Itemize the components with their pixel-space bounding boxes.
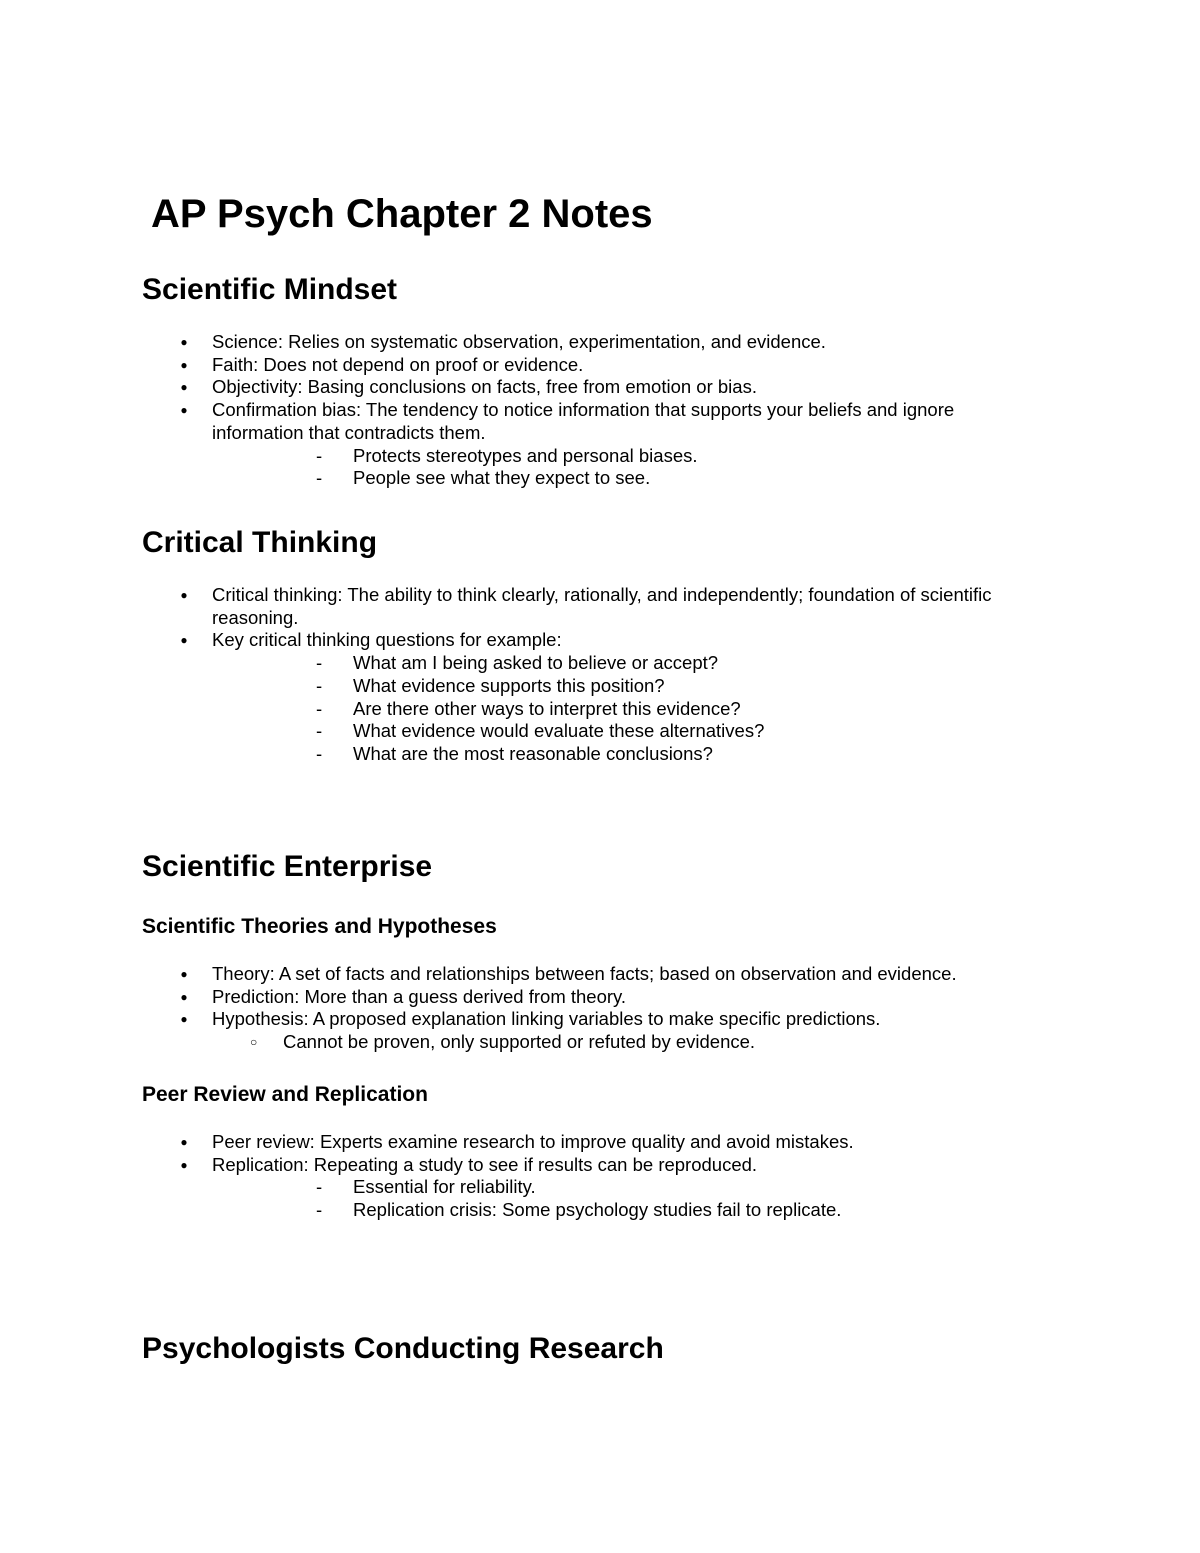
list-item-text: Hypothesis: A proposed explanation linking variables to make specific predictions. — [212, 1008, 881, 1030]
dash-icon: - — [316, 1199, 323, 1221]
heading-psychologists-research: Psychologists Conducting Research — [142, 1332, 664, 1365]
sub-list-item — [0, 652, 1053, 675]
list-item-text: Theory: A set of facts and relationships between facts; based on observation and evidence. — [212, 963, 957, 984]
list-theories-hypotheses — [0, 963, 1200, 1054]
bullet-icon: ● — [180, 1157, 188, 1172]
sub-list-item — [0, 445, 1053, 468]
list-item — [0, 376, 1052, 399]
subheading-theories-hypotheses: Scientific Theories and Hypotheses — [142, 915, 497, 938]
list-item-text: Science: Relies on systematic observation, experimentation, and evidence. — [212, 331, 826, 352]
list-item — [0, 584, 1052, 629]
list-item — [0, 1131, 1052, 1154]
sub-list-item — [0, 467, 1053, 490]
list-item — [0, 629, 1052, 652]
heading-critical-thinking: Critical Thinking — [142, 526, 378, 559]
dash-icon: - — [316, 467, 323, 489]
sub-list-item-text: People see what they expect to see. — [353, 467, 651, 489]
bullet-icon: ● — [180, 967, 188, 981]
list-item-text: Key critical thinking questions for example: — [212, 629, 562, 651]
sub-list-item-text: Replication crisis: Some psychology studies fail to replicate. — [353, 1199, 842, 1221]
sub-list-item — [0, 720, 1053, 743]
bullet-icon: ● — [180, 1012, 188, 1027]
sub-list-item — [0, 1199, 1053, 1222]
list-scientific-mindset — [0, 331, 1200, 490]
bullet-icon: ● — [180, 1135, 188, 1149]
sub-list-item — [0, 1176, 1053, 1199]
list-item — [0, 963, 1052, 986]
list-item-text: Faith: Does not depend on proof or evidence. — [212, 353, 584, 375]
heading-scientific-enterprise: Scientific Enterprise — [142, 850, 433, 883]
list-item-text: Replication: Repeating a study to see if results can be reproduced. — [212, 1153, 758, 1175]
sub-list-item-text: What evidence would evaluate these alternatives? — [353, 720, 765, 742]
dash-icon: - — [316, 674, 323, 696]
sub-list-item-text: What evidence supports this position? — [353, 674, 665, 696]
bullet-icon: ● — [180, 588, 188, 602]
list-item — [0, 1154, 1052, 1177]
sub-list-item-text: What am I being asked to believe or accept? — [353, 652, 719, 674]
list-item-text: Confirmation bias: The tendency to notice information that supports your beliefs and ignore information that contradicts them. — [212, 399, 955, 443]
list-item — [0, 399, 1012, 444]
list-item-text: Peer review: Experts examine research to improve quality and avoid mistakes. — [212, 1131, 854, 1152]
sub-list-item-text: Protects stereotypes and personal biases. — [353, 444, 698, 466]
sub-list-item — [0, 743, 1053, 766]
list-item — [0, 331, 1052, 354]
bullet-icon: ● — [180, 335, 188, 349]
sub-list-item — [0, 675, 1053, 698]
list-item-text: Prediction: More than a guess derived from theory. — [212, 985, 627, 1007]
dash-icon: - — [316, 652, 323, 674]
sub-list-item — [0, 1031, 1043, 1054]
sub-list-item-text: Are there other ways to interpret this evidence? — [353, 697, 741, 719]
circle-bullet-icon: ○ — [250, 1035, 258, 1050]
bullet-icon: ● — [180, 380, 188, 395]
list-item — [0, 354, 1052, 377]
bullet-icon: ● — [180, 633, 188, 648]
page-title: AP Psych Chapter 2 Notes — [151, 192, 653, 236]
list-item-text: Critical thinking: The ability to think clearly, rationally, and independently; foundation of scientific reasoning. — [212, 584, 992, 628]
sub-list-item-text: Essential for reliability. — [353, 1176, 536, 1198]
list-peer-review — [0, 1131, 1200, 1222]
heading-scientific-mindset: Scientific Mindset — [142, 273, 398, 306]
bullet-icon: ● — [180, 357, 188, 372]
sub-list-item — [0, 698, 1053, 721]
subheading-peer-review: Peer Review and Replication — [142, 1083, 428, 1106]
dash-icon: - — [316, 742, 323, 764]
bullet-icon: ● — [180, 403, 188, 418]
list-item — [0, 1008, 1052, 1031]
dash-icon: - — [316, 720, 323, 742]
dash-icon: - — [316, 444, 323, 466]
dash-icon: - — [316, 1176, 323, 1198]
list-item — [0, 986, 1052, 1009]
sub-list-item-text: Cannot be proven, only supported or refuted by evidence. — [283, 1031, 756, 1053]
list-item-text: Objectivity: Basing conclusions on facts, free from emotion or bias. — [212, 376, 757, 398]
bullet-icon: ● — [180, 989, 188, 1004]
sub-list-item-text: What are the most reasonable conclusions? — [353, 742, 713, 764]
list-critical-thinking — [0, 584, 1200, 766]
dash-icon: - — [316, 697, 323, 719]
